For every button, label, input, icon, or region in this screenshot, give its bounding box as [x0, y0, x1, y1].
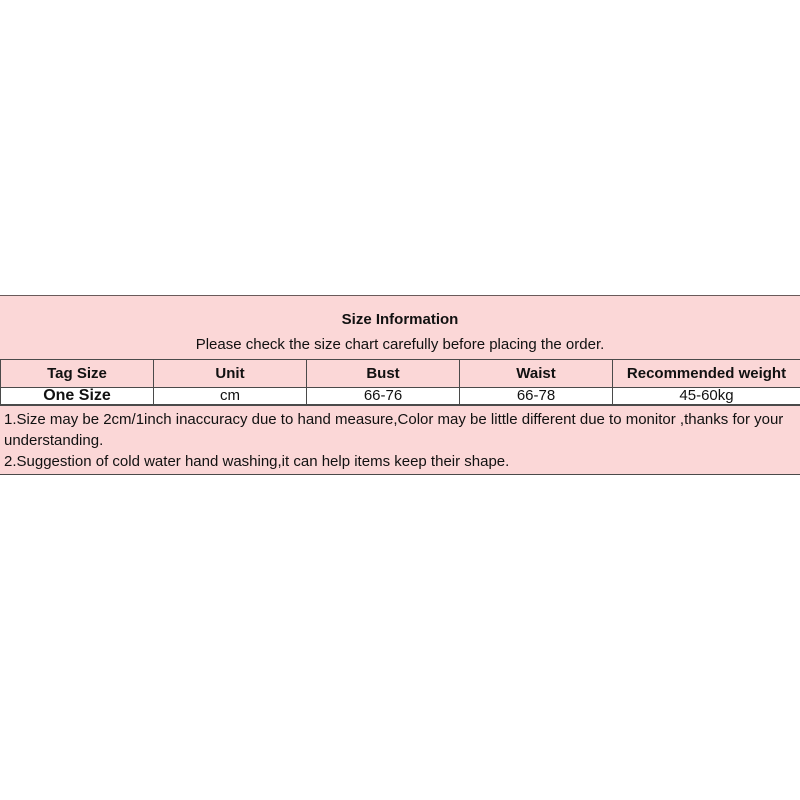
size-chart-title: Size Information — [341, 311, 459, 328]
column-header-recommended-weight: Recommended weight — [613, 360, 800, 388]
cell-recommended-weight: 45-60kg — [613, 388, 800, 405]
cell-tag-size: One Size — [1, 388, 154, 405]
note-item: 2.Suggestion of cold water hand washing,it can help items keep their shape. — [4, 453, 510, 470]
size-notes — [0, 405, 800, 475]
size-chart — [0, 295, 800, 475]
size-table — [0, 359, 800, 405]
table-row — [1, 388, 800, 405]
column-header-unit: Unit — [154, 360, 307, 388]
note-item: 1.Size may be 2cm/1inch inaccuracy due to hand measure,Color may be little different due to monitor ,thanks for your understanding. — [4, 411, 784, 449]
table-header-row — [1, 360, 800, 388]
cell-waist: 66-78 — [460, 388, 613, 405]
column-header-waist: Waist — [460, 360, 613, 388]
size-chart-header — [0, 295, 800, 359]
cell-unit: cm — [154, 388, 307, 405]
column-header-bust: Bust — [307, 360, 460, 388]
size-chart-subtitle: Please check the size chart carefully before placing the order. — [195, 336, 605, 353]
cell-bust: 66-76 — [307, 388, 460, 405]
column-header-tag-size: Tag Size — [1, 360, 154, 388]
